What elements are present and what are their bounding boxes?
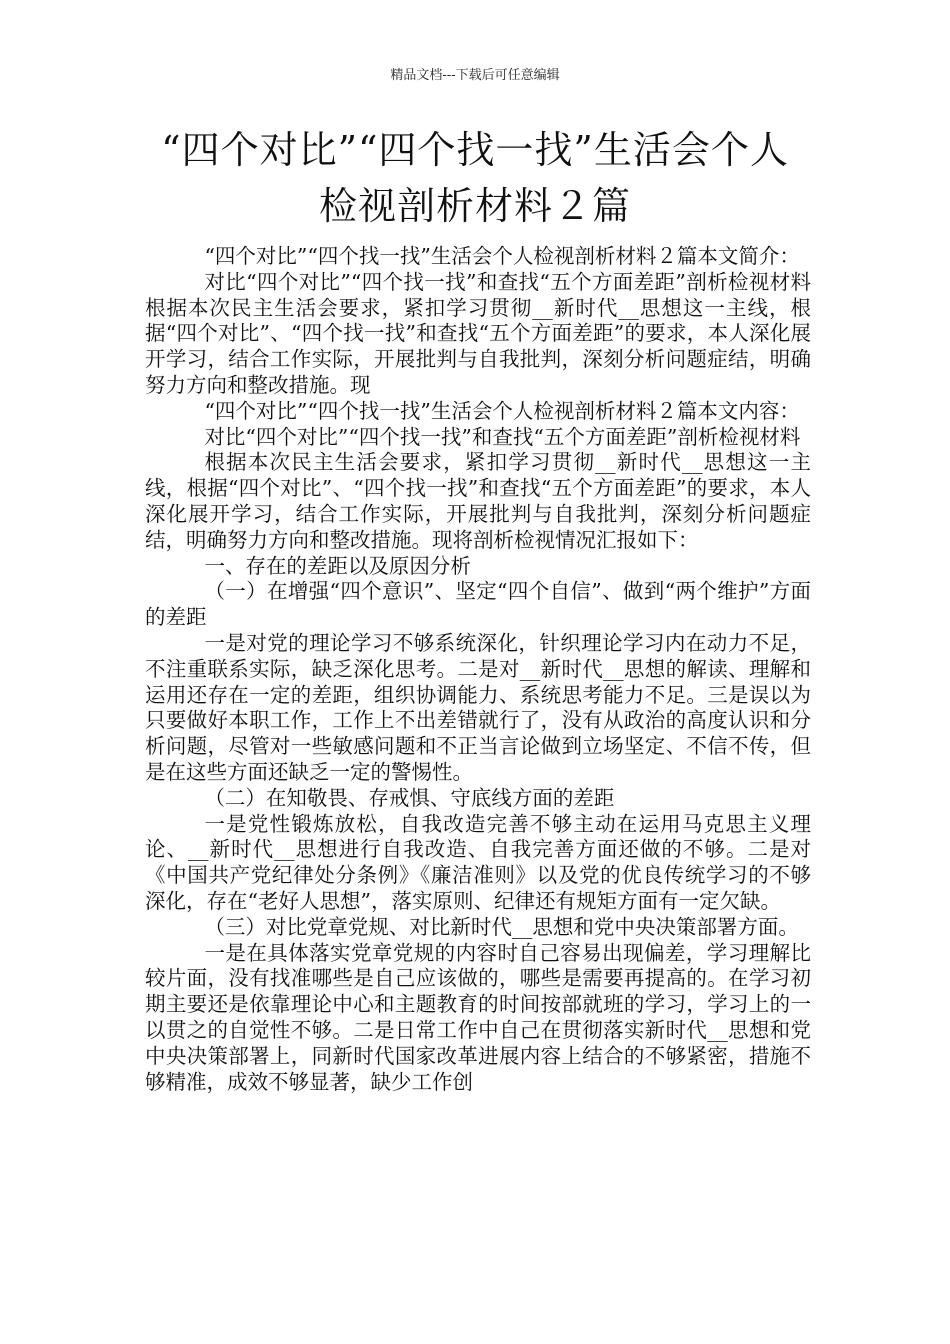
paragraph: “四个对比”“四个找一找”生活会个人检视剖析材料２篇本文简介： — [204, 244, 800, 268]
paragraph: 对比“四个对比”“四个找一找”和查找“五个方面差距”剖析检视材料根据本次民主生活会要求，紧扣学习贯彻__新时代__思想这一主线，根据“四个对比”、“四个找一找”和查找“五个方面差距”的要求，本人深化展开学习，结合工作实际，开展批判与自我批判，深刻分析问题症结，明确努力方向和整改措施。现 — [145, 269, 811, 397]
title-line-2: 检视剖析材料２篇 — [318, 184, 631, 228]
subsection-heading: （三）对比党章党规、对比新时代__思想和党中央决策部署方面。 — [204, 914, 799, 939]
paragraph: 一是在具体落实党章党规的内容时自己容易出现偏差，学习理解比较片面，没有找准哪些是自己应该做的，哪些是需要再提高的。在学习初期主要还是依靠理论中心和主题教育的时间按部就班的学习，学习上的一以贯之的自觉性不够。二是日常工作中自己在贯彻落实新时代__思想和党中央决策部署上，同新时代国家改革进展内容上结合的不够紧密，措施不够精准，成效不够显著，缺少工作创 — [145, 940, 811, 1094]
paragraph: 一是对党的理论学习不够系统深化，针织理论学习内在动力不足，不注重联系实际，缺乏深化思考。二是对__新时代__思想的解读、理解和运用还存在一定的差距，组织协调能力、系统思考能力不足。三是误以为只要做好本职工作，工作上不出差错就行了，没有从政治的高度认识和分析问题，尽管对一些敏感问题和不正当言论做到立场坚定、不信不传，但是在这些方面还缺乏一定的警惕性。 — [145, 630, 811, 784]
paragraph: “四个对比”“四个找一找”生活会个人检视剖析材料２篇本文内容： — [204, 398, 800, 423]
document-body — [145, 244, 811, 1095]
page-header: 精品文档---下载后可任意编辑 — [390, 68, 560, 83]
subsection-heading: （二）在知敬畏、存戒惧、守底线方面的差距 — [204, 785, 615, 810]
section-heading: 一、存在的差距以及原因分析 — [204, 553, 471, 578]
paragraph: 根据本次民主生活会要求，紧扣学习贯彻__新时代__思想这一主线，根据“四个对比”、“四个找一找”和查找“五个方面差距”的要求，本人深化展开学习，结合工作实际，开展批判与自我批判，深刻分析问题症结，明确努力方向和整改措施。现将剖析检视情况汇报如下： — [145, 450, 811, 552]
title-line-1: “四个对比”“四个找一找”生活会个人 — [161, 128, 789, 172]
document-title — [120, 122, 830, 234]
paragraph: 一是党性锻炼放松，自我改造完善不够主动在运用马克思主义理论、__新时代__思想进行自我改造、自我完善方面还做的不够。二是对《中国共产党纪律处分条例》《廉洁准则》以及党的优良传统学习的不够深化，存在“老好人思想”，落实原则、纪律还有规矩方面有一定欠缺。 — [145, 811, 811, 913]
paragraph: 对比“四个对比”“四个找一找”和查找“五个方面差距”剖析检视材料 — [204, 424, 801, 449]
subsection-heading: （一）在增强“四个意识”、坚定“四个自信”、做到“两个维护”方面的差距 — [145, 579, 811, 630]
